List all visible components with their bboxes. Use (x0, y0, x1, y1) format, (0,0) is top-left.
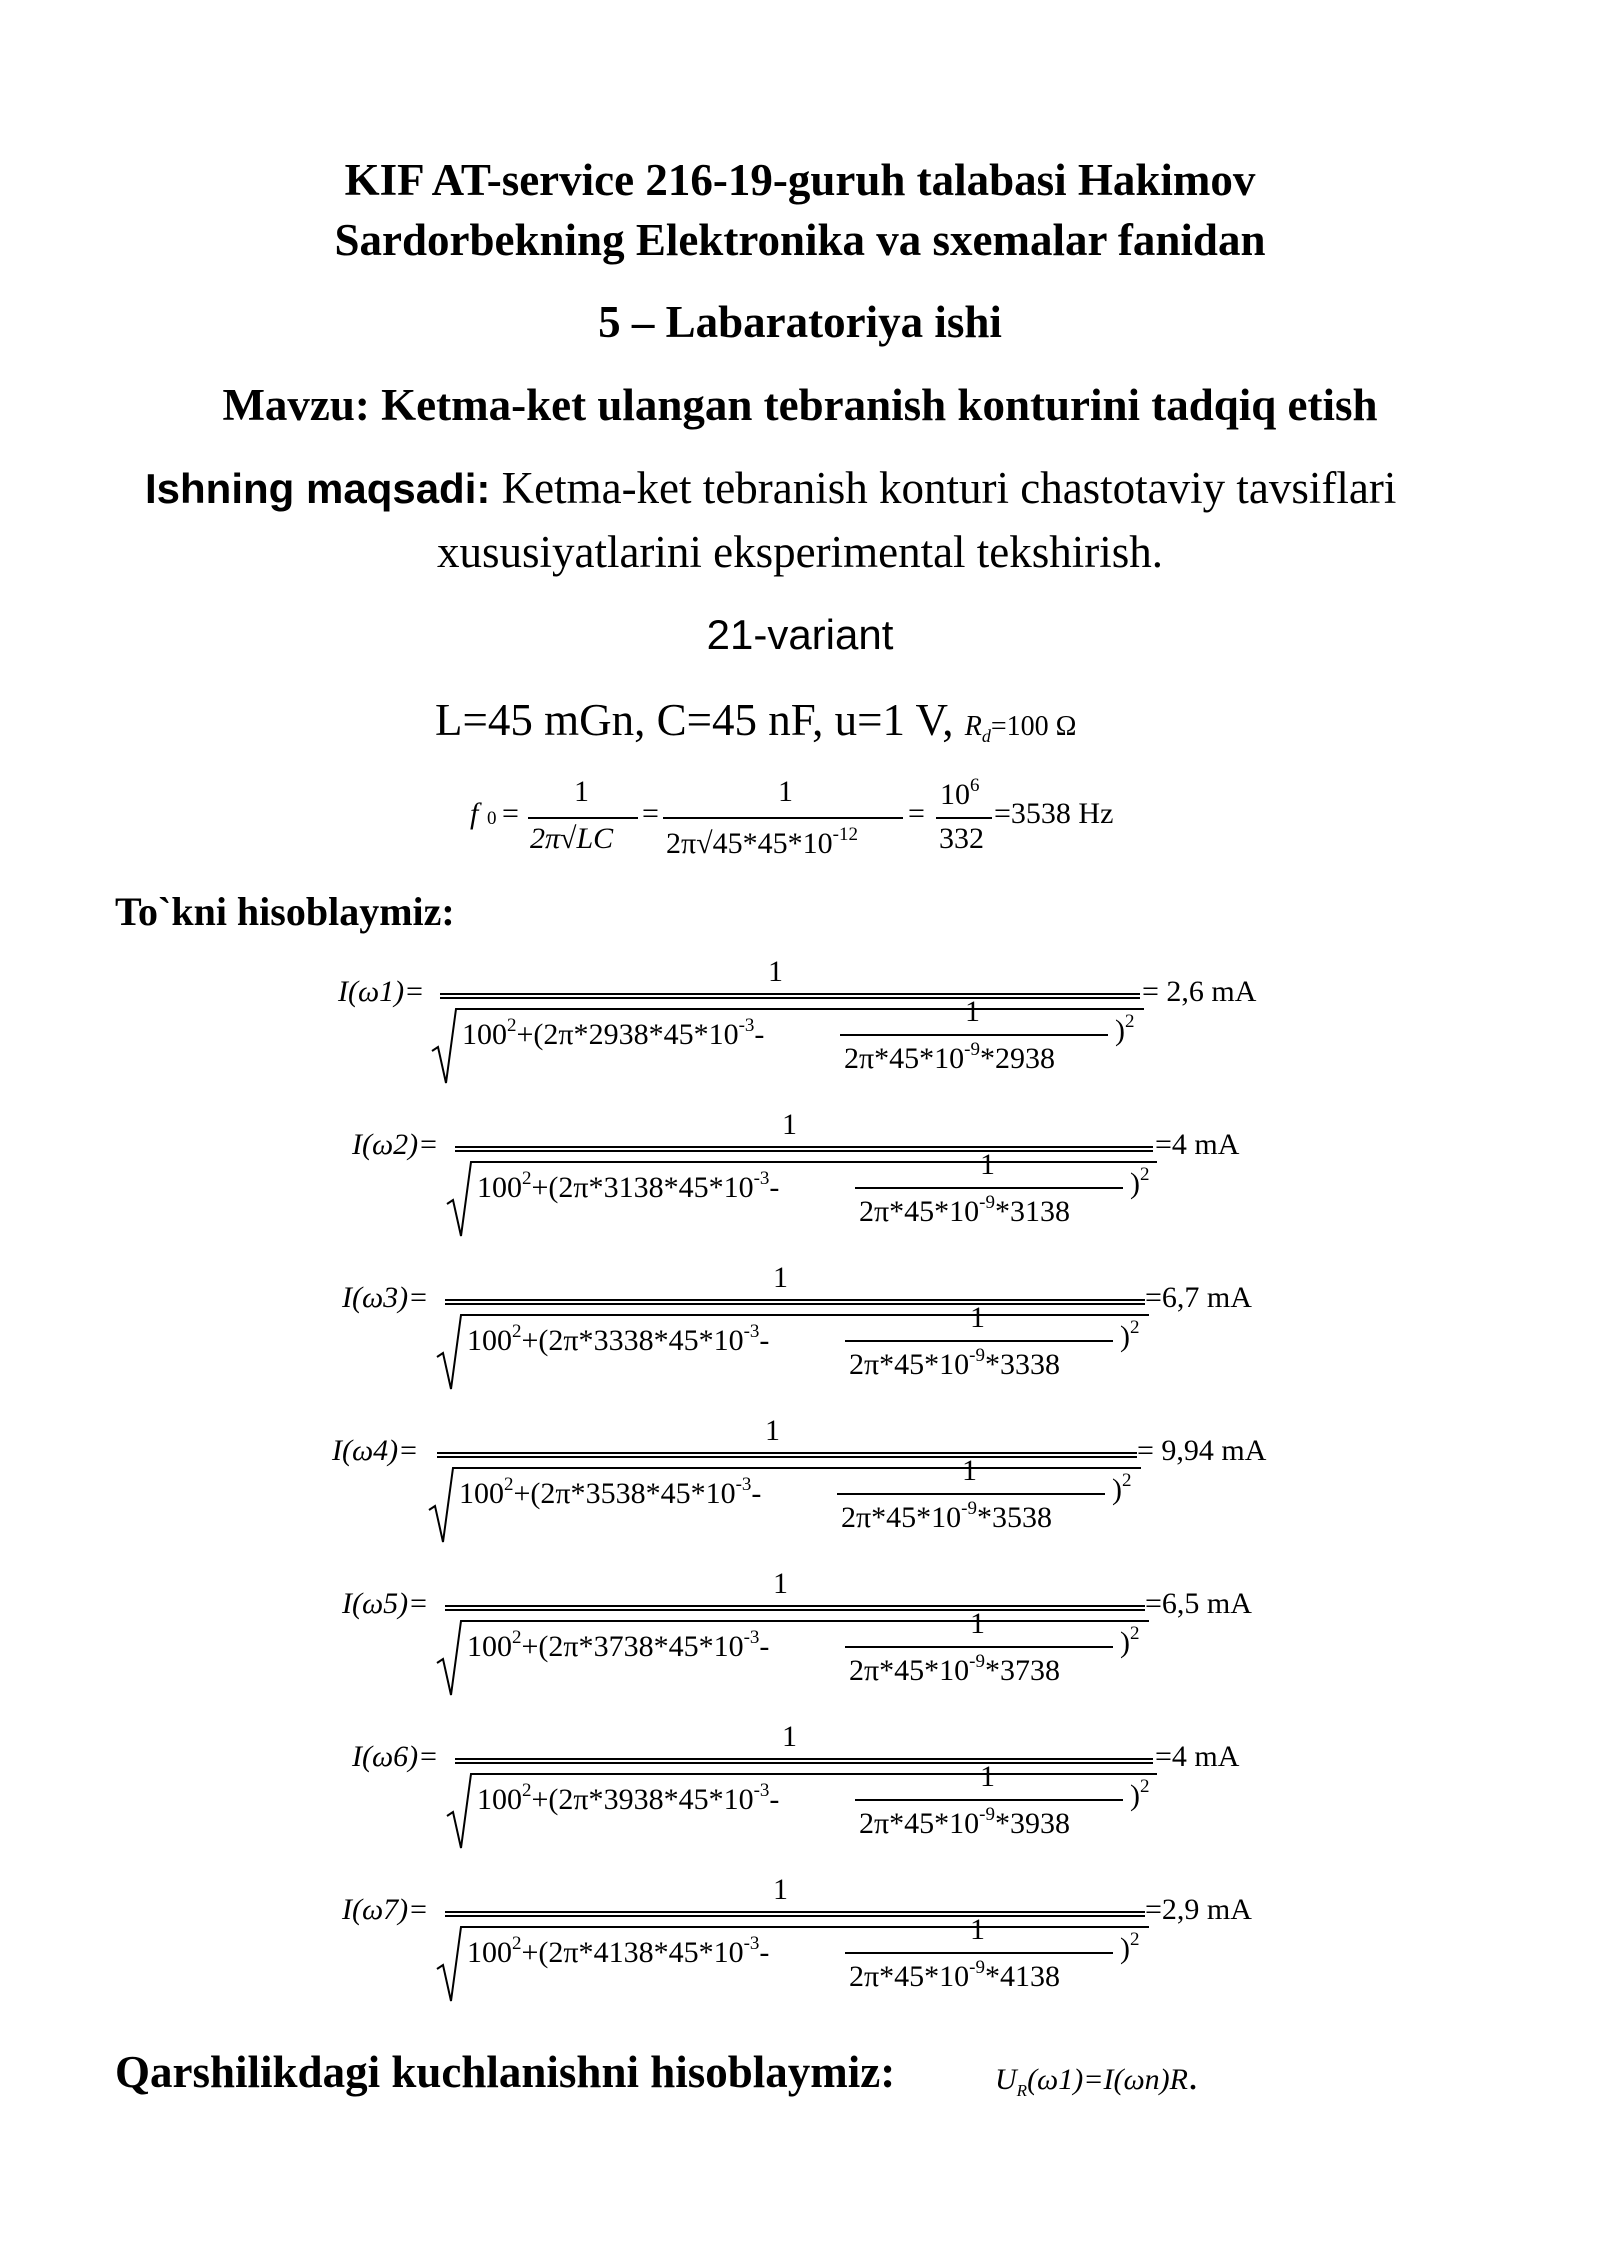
radicand-minus: - (769, 1171, 780, 1204)
f0-equals-3: = (908, 797, 925, 830)
inner-denominator (859, 1192, 1070, 1229)
inner-den-freq: 3338 (999, 1348, 1060, 1381)
f0-result-text: =3538 Hz (994, 797, 1114, 830)
radicand-l-exp: -3 (743, 1627, 760, 1648)
inner-den-freq: 3738 (999, 1654, 1060, 1687)
inner-den-freq: 3938 (1009, 1807, 1070, 1840)
voltage-formula-dot: . (1187, 2053, 1198, 2098)
current-result-text: =4 mA (1155, 1740, 1240, 1773)
voltage-formula-sub: R (1016, 2081, 1028, 2100)
inner-den-exp: -9 (969, 1957, 985, 1978)
radicand-freq: 3138 (603, 1171, 664, 1204)
topic-title: Mavzu: Ketma-ket ulangan tebranish konturini tadqiq etish (222, 380, 1378, 430)
goal-line-2: xususiyatlarini eksperimental tekshirish. (436, 527, 1164, 577)
inner-fraction-line (845, 1646, 1113, 1648)
radicand-r: 100 (467, 1936, 512, 1969)
goal-label: Ishning maqsadi: (145, 465, 491, 512)
inner-numerator: 1 (970, 1301, 985, 1334)
radicand-r-exp: 2 (512, 1627, 522, 1648)
radicand-plus-open: +(2π* (513, 1477, 586, 1510)
f0-num-2: 1 (778, 775, 793, 808)
radicand-minus: - (751, 1477, 762, 1510)
current-numerator: 1 (773, 1261, 788, 1294)
current-radicand (477, 1780, 779, 1817)
inner-numerator: 1 (980, 1148, 995, 1181)
radicand-l-part: *45*10 (663, 1783, 754, 1816)
current-fraction-line (445, 1605, 1145, 1611)
close-exp: 2 (1122, 1470, 1132, 1491)
inner-den-base: 2π*45*10 (849, 1960, 970, 1993)
close-paren: ) (1130, 1779, 1140, 1812)
current-result-text: =6,7 mA (1145, 1281, 1252, 1314)
inner-den-exp: -9 (979, 1192, 995, 1213)
radicand-minus: - (759, 1630, 770, 1663)
current-numerator: 1 (782, 1108, 797, 1141)
voltage-formula (995, 2052, 1198, 2101)
radicand-minus: - (759, 1936, 770, 1969)
inner-numerator: 1 (970, 1607, 985, 1640)
inner-denominator (849, 1345, 1060, 1382)
inner-numerator: 1 (970, 1913, 985, 1946)
inner-den-base: 2π*45*10 (841, 1501, 962, 1534)
radicand-minus: - (769, 1783, 780, 1816)
inner-den-star: * (979, 1042, 995, 1075)
inner-den-exp: -9 (969, 1345, 985, 1366)
close-paren: ) (1120, 1626, 1130, 1659)
inner-den-base: 2π*45*10 (849, 1654, 970, 1687)
radicand-l-part: *45*10 (653, 1324, 744, 1357)
inner-den-star: * (984, 1960, 1000, 1993)
radicand-r: 100 (459, 1477, 504, 1510)
inner-denominator (841, 1498, 1052, 1535)
radicand-r-exp: 2 (512, 1933, 522, 1954)
current-radicand (462, 1015, 764, 1052)
radicand-r-exp: 2 (522, 1168, 532, 1189)
current-radicand (477, 1168, 779, 1205)
inner-numerator: 1 (962, 1454, 977, 1487)
inner-den-freq: 4138 (999, 1960, 1060, 1993)
radicand-l-exp: -3 (753, 1780, 770, 1801)
current-result-text: = 2,6 mA (1142, 975, 1257, 1008)
close-paren: ) (1120, 1320, 1130, 1353)
radicand-plus-open: +(2π* (516, 1018, 589, 1051)
params-text: L=45 mGn, C=45 nF, u=1 V, (435, 695, 954, 745)
current-heading: To`kni hisoblaymiz: (115, 889, 455, 934)
current-numerator: 1 (768, 955, 783, 988)
inner-fraction-line (837, 1493, 1105, 1495)
f0-num-1: 1 (574, 775, 589, 808)
radicand-plus-open: +(2π* (521, 1324, 594, 1357)
radicand-r-exp: 2 (522, 1780, 532, 1801)
inner-denominator (844, 1039, 1055, 1076)
current-result (1145, 1587, 1252, 1621)
inner-numerator: 1 (965, 995, 980, 1028)
inner-numerator: 1 (980, 1760, 995, 1793)
current-radicand (467, 1933, 769, 1970)
f0-equals-2: = (642, 797, 659, 830)
radicand-r-exp: 2 (504, 1474, 514, 1495)
radicand-l-exp: -3 (738, 1015, 755, 1036)
close-paren: ) (1115, 1014, 1125, 1047)
f0-equals-1: = (502, 797, 519, 830)
f0-num-3-base: 10 (940, 778, 970, 811)
radicand-freq: 3738 (593, 1630, 654, 1663)
inner-den-star: * (976, 1501, 992, 1534)
radicand-minus: - (754, 1018, 765, 1051)
rd-subscript: d (981, 726, 991, 746)
inner-fraction-line (845, 1952, 1113, 1954)
inner-fraction-line (855, 1799, 1123, 1801)
f0-num-3-exp: 6 (970, 775, 980, 796)
current-result-text: =6,5 mA (1145, 1587, 1252, 1620)
header-line-1: KIF AT-service 216-19-guruh talabasi Hakimov (344, 155, 1256, 205)
inner-den-exp: -9 (961, 1498, 977, 1519)
inner-fraction-line (855, 1187, 1123, 1189)
current-fraction-line (445, 1911, 1145, 1917)
radicand-freq: 3538 (585, 1477, 646, 1510)
inner-den-exp: -9 (969, 1651, 985, 1672)
f0-den-2-base: 2π√45*45*10 (666, 827, 833, 860)
radicand-freq: 3938 (603, 1783, 664, 1816)
radicand-r-exp: 2 (512, 1321, 522, 1342)
close-exp: 2 (1130, 1929, 1140, 1950)
inner-den-freq: 3138 (1009, 1195, 1070, 1228)
inner-fraction-line (845, 1340, 1113, 1342)
radicand-close (1120, 1317, 1140, 1354)
current-label: I(ω5)= (342, 1587, 429, 1620)
current-label: I(ω2)= (352, 1128, 439, 1161)
inner-den-base: 2π*45*10 (859, 1807, 980, 1840)
radicand-plus-open: +(2π* (531, 1171, 604, 1204)
current-fraction-line (455, 1758, 1153, 1764)
radicand-l-part: *45*10 (648, 1018, 739, 1051)
current-numerator: 1 (765, 1414, 780, 1447)
rd-value: =100 Ω (990, 711, 1077, 742)
radicand-r: 100 (477, 1783, 522, 1816)
radicand-r: 100 (467, 1630, 512, 1663)
close-exp: 2 (1140, 1776, 1150, 1797)
current-result-text: = 9,94 mA (1137, 1434, 1267, 1467)
variant-label: 21-variant (706, 611, 894, 658)
radicand-r: 100 (462, 1018, 507, 1051)
current-numerator: 1 (773, 1873, 788, 1906)
current-result (1155, 1740, 1239, 1774)
current-result-text: =2,9 mA (1145, 1893, 1252, 1926)
radicand-close (1130, 1776, 1150, 1813)
radicand-plus-open: +(2π* (521, 1936, 594, 1969)
close-exp: 2 (1130, 1317, 1140, 1338)
radicand-l-exp: -3 (743, 1933, 760, 1954)
f0-den-1: 2π√LC (530, 822, 614, 855)
inner-den-base: 2π*45*10 (844, 1042, 965, 1075)
lab-title: 5 – Labaratoriya ishi (598, 297, 1002, 347)
radicand-l-exp: -3 (743, 1321, 760, 1342)
radicand-close (1112, 1470, 1132, 1507)
radicand-r: 100 (477, 1171, 522, 1204)
inner-den-exp: -9 (964, 1039, 980, 1060)
current-radicand (467, 1627, 769, 1664)
radicand-l-part: *45*10 (645, 1477, 736, 1510)
current-label: I(ω6)= (352, 1740, 439, 1773)
radicand-close (1120, 1623, 1140, 1660)
radicand-r: 100 (467, 1324, 512, 1357)
current-radicand (459, 1474, 761, 1511)
radicand-r-exp: 2 (507, 1015, 517, 1036)
inner-den-star: * (994, 1807, 1010, 1840)
radicand-l-part: *45*10 (663, 1171, 754, 1204)
voltage-heading: Qarshilikdagi kuchlanishni hisoblaymiz: (115, 2047, 896, 2097)
current-fraction-line (437, 1452, 1137, 1458)
radicand-plus-open: +(2π* (521, 1630, 594, 1663)
radicand-freq: 4138 (593, 1936, 654, 1969)
goal-text-1: Ketma-ket tebranish konturi chastotaviy tavsiflari (490, 463, 1397, 513)
inner-den-star: * (994, 1195, 1010, 1228)
inner-den-freq: 2938 (994, 1042, 1055, 1075)
radicand-l-exp: -3 (753, 1168, 770, 1189)
current-fraction-line (440, 993, 1140, 999)
inner-den-base: 2π*45*10 (859, 1195, 980, 1228)
inner-denominator (849, 1651, 1060, 1688)
current-label: I(ω3)= (342, 1281, 429, 1314)
radicand-l-part: *45*10 (653, 1630, 744, 1663)
inner-denominator (859, 1804, 1070, 1841)
radicand-close (1120, 1929, 1140, 1966)
current-numerator: 1 (782, 1720, 797, 1753)
current-label: I(ω1)= (338, 975, 425, 1008)
inner-denominator (849, 1957, 1060, 1994)
rd-symbol: R (964, 711, 982, 742)
f0-subscript: 0 (487, 808, 497, 829)
current-numerator: 1 (773, 1567, 788, 1600)
radicand-freq: 3338 (593, 1324, 654, 1357)
current-result (1137, 1434, 1266, 1468)
f0-den-3: 332 (939, 822, 984, 855)
inner-den-exp: -9 (979, 1804, 995, 1825)
radicand-l-part: *45*10 (653, 1936, 744, 1969)
radicand-l-exp: -3 (735, 1474, 752, 1495)
voltage-formula-u: U (995, 2063, 1017, 2096)
close-exp: 2 (1140, 1164, 1150, 1185)
current-fraction-line (445, 1299, 1145, 1305)
header-line-2: Sardorbekning Elektronika va sxemalar fanidan (334, 215, 1266, 265)
close-exp: 2 (1125, 1011, 1135, 1032)
radicand-plus-open: +(2π* (531, 1783, 604, 1816)
current-radicand (467, 1321, 769, 1358)
inner-den-base: 2π*45*10 (849, 1348, 970, 1381)
current-result (1145, 1893, 1252, 1927)
inner-den-freq: 3538 (991, 1501, 1052, 1534)
inner-den-star: * (984, 1348, 1000, 1381)
current-result-text: =4 mA (1155, 1128, 1240, 1161)
current-result (1142, 975, 1256, 1009)
current-fraction-line (455, 1146, 1153, 1152)
current-label: I(ω7)= (342, 1893, 429, 1926)
close-paren: ) (1120, 1932, 1130, 1965)
radicand-freq: 2938 (588, 1018, 649, 1051)
radicand-close (1115, 1011, 1135, 1048)
current-result (1145, 1281, 1252, 1315)
voltage-formula-rest: (ω1)=I(ωn)R (1027, 2063, 1188, 2096)
close-exp: 2 (1130, 1623, 1140, 1644)
radicand-minus: - (759, 1324, 770, 1357)
inner-fraction-line (840, 1034, 1108, 1036)
f0-den-2-exp: -12 (832, 824, 858, 845)
current-label: I(ω4)= (332, 1434, 419, 1467)
radicand-close (1130, 1164, 1150, 1201)
close-paren: ) (1112, 1473, 1122, 1506)
inner-den-star: * (984, 1654, 1000, 1687)
current-result (1155, 1128, 1239, 1162)
close-paren: ) (1130, 1167, 1140, 1200)
f0-symbol: f (470, 797, 479, 830)
